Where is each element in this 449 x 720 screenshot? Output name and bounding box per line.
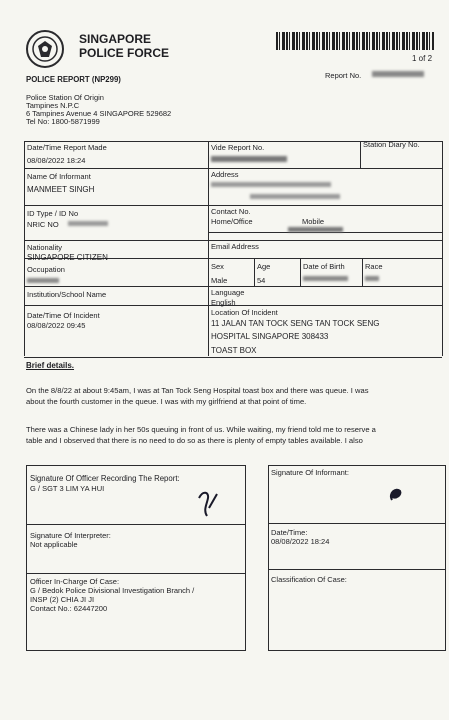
location-line2: HOSPITAL SINGAPORE 308433	[211, 332, 329, 341]
datetime-report-label: Date/Time Report Made	[27, 143, 107, 152]
language-value: English	[211, 298, 236, 307]
sex-value: Male	[211, 276, 228, 285]
id-no-redacted	[68, 221, 108, 226]
age-label: Age	[257, 262, 271, 271]
brief-paragraph-1	[26, 385, 441, 407]
race-redacted	[365, 276, 379, 281]
signature-datetime-label: Date/Time:	[271, 528, 308, 537]
contact-label: Contact No.	[211, 207, 251, 216]
datetime-report-value: 08/08/2022 18:24	[27, 156, 86, 165]
station-line3: 6 Tampines Avenue 4 SINGAPORE 529682	[26, 109, 172, 118]
mobile-redacted	[288, 227, 343, 232]
barcode	[276, 32, 434, 50]
language-label: Language	[211, 288, 245, 297]
interpreter-label: Signature Of Interpreter:	[30, 531, 111, 540]
org-name-line1: SINGAPORE	[79, 32, 152, 46]
vide-report-label: Vide Report No.	[211, 143, 265, 152]
id-type-label: ID Type / ID No	[27, 209, 79, 218]
dob-redacted	[303, 276, 348, 281]
informant-signature-label: Signature Of Informant:	[271, 468, 349, 477]
brief-p2-line1: There was a Chinese lady in her 50s queuing in front of us. While waiting, my friend told me to reserve a	[26, 425, 376, 434]
org-name-line2: POLICE FORCE	[79, 46, 170, 60]
officer-handwritten-signature	[195, 488, 225, 522]
oic-line3: Contact No.: 62447200	[30, 604, 108, 613]
station-line1: Police Station Of Origin	[26, 93, 104, 102]
nationality-label: Nationality	[27, 243, 63, 252]
signature-datetime-value: 08/08/2022 18:24	[271, 537, 330, 546]
mobile-label: Mobile	[302, 217, 325, 226]
oic-label: Officer In-Charge Of Case:	[30, 577, 120, 586]
station-diary-label: Station Diary No.	[363, 140, 420, 149]
officer-signature-value: G / SGT 3 LIM YA HUI	[30, 484, 105, 493]
brief-paragraph-2	[26, 424, 441, 446]
oic-line1: G / Bedok Police Divisional Investigation Branch /	[30, 586, 195, 595]
classification-label: Classification Of Case:	[271, 575, 347, 584]
incident-datetime-label: Date/Time Of Incident	[27, 311, 100, 320]
address-redacted-1	[211, 182, 331, 187]
page-indicator: 1 of 2	[412, 54, 433, 63]
oic-line2: INSP (2) CHIA JI JI	[30, 595, 95, 604]
police-crest-logo	[26, 30, 64, 68]
race-label: Race	[365, 262, 383, 271]
home-office-label: Home/Office	[211, 217, 253, 226]
occupation-label: Occupation	[27, 265, 65, 274]
interpreter-value: Not applicable	[30, 540, 78, 549]
brief-p2-line2: table and I observed that there is no need to do so as there is plenty of empty tables available. I also	[26, 436, 363, 445]
location-line3: TOAST BOX	[211, 346, 257, 355]
crest-icon	[28, 32, 62, 66]
brief-p1-line2: about the fourth customer in the queue. I was with my girlfriend at that point of time.	[26, 397, 307, 406]
brief-p1-line1: On the 8/8/22 at about 9:45am, I was at Tan Tock Seng Hospital toast box and there was queue. I was	[26, 386, 369, 395]
station-line4: Tel No: 1800-5871999	[26, 117, 100, 126]
occupation-redacted	[27, 278, 59, 283]
report-no-redacted	[372, 71, 424, 77]
informant-label: Name Of Informant	[27, 172, 91, 181]
dob-label: Date of Birth	[303, 262, 345, 271]
vide-report-redacted	[211, 156, 287, 162]
sex-label: Sex	[211, 262, 224, 271]
officer-signature-label: Signature Of Officer Recording The Report:	[30, 474, 180, 483]
informant-signature-box	[268, 465, 446, 651]
id-type-value: NRIC NO	[27, 220, 59, 229]
incident-datetime-value: 08/08/2022 09:45	[27, 321, 86, 330]
informant-handwritten-signature	[384, 485, 404, 505]
station-line2: Tampines N.P.C	[26, 101, 80, 110]
nationality-value: SINGAPORE CITIZEN	[27, 253, 108, 262]
report-title: POLICE REPORT (NP299)	[26, 75, 121, 84]
institution-label: Institution/School Name	[27, 290, 107, 299]
age-value: 54	[257, 276, 266, 285]
address-label: Address	[211, 170, 239, 179]
location-label: Location Of Incident	[211, 308, 278, 317]
location-line1: 11 JALAN TAN TOCK SENG TAN TOCK SENG	[211, 319, 380, 328]
informant-value: MANMEET SINGH	[27, 185, 95, 194]
report-no-label: Report No.	[325, 71, 362, 80]
brief-heading: Brief details.	[26, 361, 75, 370]
address-redacted-2	[250, 194, 340, 199]
email-label: Email Address	[211, 242, 259, 251]
